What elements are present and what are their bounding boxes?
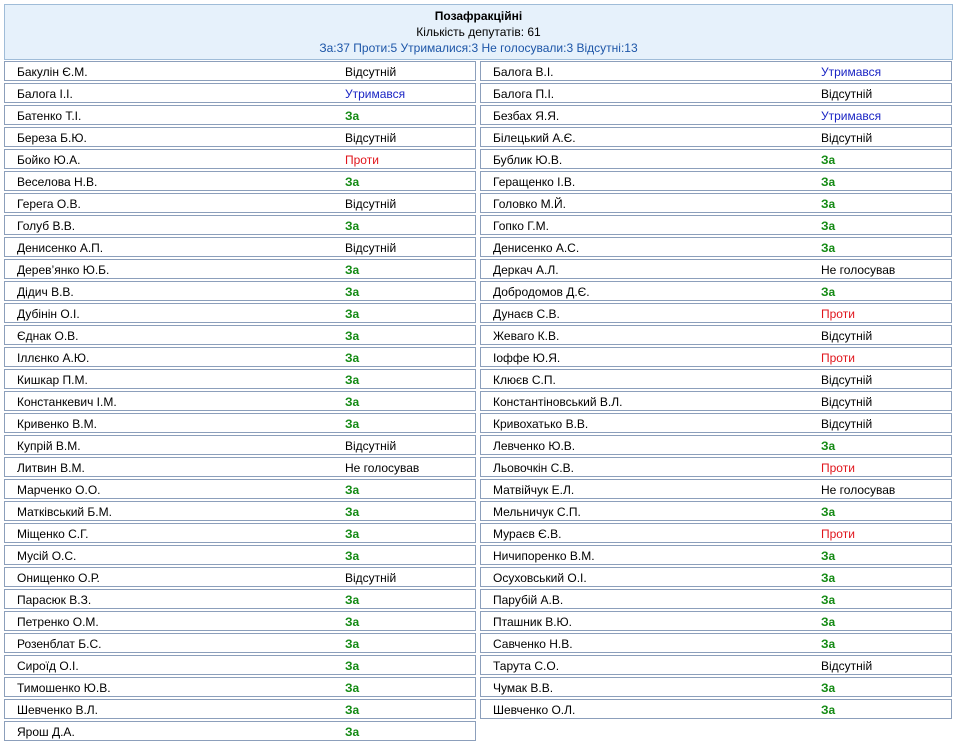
deputy-row — [4, 127, 476, 147]
deputy-name: Бублик Ю.В. — [493, 153, 563, 167]
deputy-name: Шевченко В.Л. — [17, 703, 98, 717]
deputy-row — [4, 303, 476, 323]
right-deputy-column — [480, 61, 952, 721]
deputy-name: Бакулін Є.М. — [17, 65, 88, 79]
deputy-row — [480, 611, 952, 631]
deputy-name: Єднак О.В. — [17, 329, 79, 343]
vote-result: За — [345, 637, 360, 651]
vote-result: За — [345, 285, 360, 299]
vote-result: Відсутній — [821, 131, 873, 145]
deputy-row — [4, 259, 476, 279]
deputy-row — [4, 83, 476, 103]
deputy-name: Жеваго К.В. — [493, 329, 560, 343]
deputy-name: Голуб В.В. — [17, 219, 76, 233]
deputy-row — [4, 281, 476, 301]
deputy-row — [4, 215, 476, 235]
deputy-name: Ничипоренко В.М. — [493, 549, 595, 563]
vote-result: За — [345, 373, 360, 387]
vote-result: Відсутній — [821, 373, 873, 387]
deputy-row — [4, 193, 476, 213]
deputy-row — [4, 655, 476, 675]
deputy-name: Білецький А.Є. — [493, 131, 576, 145]
deputy-row — [480, 325, 952, 345]
deputy-name: Кривенко В.М. — [17, 417, 97, 431]
deputy-row — [4, 479, 476, 499]
deputy-name: Парасюк В.З. — [17, 593, 92, 607]
deputy-name: Веселова Н.В. — [17, 175, 98, 189]
deputy-row — [4, 149, 476, 169]
deputy-row — [4, 413, 476, 433]
vote-result: Утримався — [821, 109, 882, 123]
vote-result: Відсутній — [345, 571, 397, 585]
deputy-name: Денисенко А.С. — [493, 241, 580, 255]
deputy-row — [4, 633, 476, 653]
deputy-name: Шевченко О.Л. — [493, 703, 576, 717]
vote-result: Відсутній — [345, 197, 397, 211]
deputy-name: Левченко Ю.В. — [493, 439, 576, 453]
deputy-row — [4, 567, 476, 587]
deputy-row — [4, 325, 476, 345]
deputy-row — [480, 347, 952, 367]
vote-result: Відсутній — [345, 439, 397, 453]
vote-result: За — [345, 263, 360, 277]
vote-result: За — [821, 285, 836, 299]
deputy-name: Іоффе Ю.Я. — [493, 351, 561, 365]
vote-result: За — [345, 417, 360, 431]
vote-result: За — [345, 483, 360, 497]
vote-result: Проти — [821, 307, 855, 321]
deputy-row — [480, 479, 952, 499]
deputy-name: Дерев’янко Ю.Б. — [17, 263, 110, 277]
vote-result: За — [345, 527, 360, 541]
vote-result: За — [821, 439, 836, 453]
vote-result: Проти — [821, 461, 855, 475]
deputy-row — [4, 699, 476, 719]
deputy-name: Береза Б.Ю. — [17, 131, 87, 145]
deputy-row — [480, 435, 952, 455]
left-deputy-column — [4, 61, 476, 743]
deputy-row — [480, 413, 952, 433]
vote-result: Проти — [821, 351, 855, 365]
deputy-row — [480, 171, 952, 191]
deputy-row — [4, 721, 476, 741]
deputy-row — [480, 127, 952, 147]
deputy-row — [4, 501, 476, 521]
deputy-name: Мусій О.С. — [17, 549, 77, 563]
vote-result: За — [345, 329, 360, 343]
deputy-name: Константіновський В.Л. — [493, 395, 623, 409]
vote-result: За — [821, 703, 836, 717]
deputy-row — [4, 105, 476, 125]
vote-result: За — [345, 395, 360, 409]
vote-result: За — [345, 593, 360, 607]
vote-result: За — [821, 637, 836, 651]
deputy-name: Парубій А.В. — [493, 593, 564, 607]
deputy-name: Ярош Д.А. — [17, 725, 75, 739]
deputy-row — [480, 699, 952, 719]
deputy-row — [480, 655, 952, 675]
deputy-name: Герега О.В. — [17, 197, 81, 211]
deputy-row — [480, 501, 952, 521]
deputy-name: Сироїд О.І. — [17, 659, 79, 673]
deputy-name: Тарута С.О. — [493, 659, 560, 673]
deputy-name: Балога В.І. — [493, 65, 554, 79]
vote-result: За — [821, 681, 836, 695]
vote-result: За — [821, 153, 836, 167]
deputy-name: Мельничук С.П. — [493, 505, 581, 519]
vote-result: За — [345, 659, 360, 673]
deputy-name: Безбах Я.Я. — [493, 109, 560, 123]
vote-result: За — [821, 175, 836, 189]
deputy-row — [4, 545, 476, 565]
deputy-name: Пташник В.Ю. — [493, 615, 572, 629]
deputies-count: Кількість депутатів: 61 — [416, 25, 541, 39]
deputy-row — [480, 457, 952, 477]
deputy-name: Геращенко І.В. — [493, 175, 576, 189]
deputy-row — [480, 523, 952, 543]
deputy-name: Бойко Ю.А. — [17, 153, 81, 167]
vote-result: За — [345, 109, 360, 123]
deputy-name: Льовочкін С.В. — [493, 461, 574, 475]
vote-result: Відсутній — [345, 131, 397, 145]
deputy-name: Матківський Б.М. — [17, 505, 112, 519]
deputy-name: Кривохатько В.В. — [493, 417, 589, 431]
vote-result: За — [345, 505, 360, 519]
vote-result: Проти — [821, 527, 855, 541]
vote-result: За — [821, 615, 836, 629]
deputy-name: Констанкевич І.М. — [17, 395, 117, 409]
deputy-name: Клюєв С.П. — [493, 373, 556, 387]
vote-result: Відсутній — [821, 417, 873, 431]
deputy-row — [480, 61, 952, 81]
deputy-row — [480, 303, 952, 323]
deputy-name: Купрій В.М. — [17, 439, 81, 453]
deputy-row — [4, 457, 476, 477]
vote-result: Не голосував — [821, 483, 896, 497]
deputy-row — [4, 677, 476, 697]
deputy-row — [4, 237, 476, 257]
deputy-name: Добродомов Д.Є. — [493, 285, 590, 299]
deputy-row — [480, 193, 952, 213]
deputy-row — [4, 589, 476, 609]
deputy-row — [4, 369, 476, 389]
deputy-name: Деркач А.Л. — [493, 263, 559, 277]
deputy-name: Балога П.І. — [493, 87, 555, 101]
deputy-row — [480, 677, 952, 697]
deputy-row — [480, 149, 952, 169]
deputy-row — [480, 633, 952, 653]
deputy-row — [480, 237, 952, 257]
faction-title: Позафракційні — [434, 9, 523, 23]
vote-result: За — [345, 175, 360, 189]
vote-result: За — [345, 681, 360, 695]
vote-result: За — [345, 219, 360, 233]
vote-result: За — [345, 615, 360, 629]
vote-result: Не голосував — [345, 461, 420, 475]
deputy-name: Мураєв Є.В. — [493, 527, 562, 541]
vote-summary: За:37 Проти:5 Утрималися:3 Не голосували:3 Відсутні:13 — [319, 41, 638, 55]
deputy-name: Тимошенко Ю.В. — [17, 681, 111, 695]
deputy-name: Матвійчук Е.Л. — [493, 483, 575, 497]
vote-result: За — [821, 197, 836, 211]
vote-result: За — [345, 549, 360, 563]
faction-header — [4, 4, 953, 60]
deputy-row — [480, 545, 952, 565]
deputy-row — [480, 83, 952, 103]
deputy-name: Чумак В.В. — [493, 681, 554, 695]
deputy-name: Батенко Т.І. — [17, 109, 82, 123]
deputy-name: Розенблат Б.С. — [17, 637, 102, 651]
vote-result: За — [821, 549, 836, 563]
vote-result: Відсутній — [821, 87, 873, 101]
deputy-row — [4, 347, 476, 367]
deputy-name: Балога І.І. — [17, 87, 73, 101]
deputy-name: Марченко О.О. — [17, 483, 101, 497]
deputy-name: Осуховський О.І. — [493, 571, 587, 585]
deputy-name: Головко М.Й. — [493, 197, 566, 211]
vote-result: Відсутній — [821, 395, 873, 409]
vote-result: За — [821, 219, 836, 233]
vote-result: За — [821, 505, 836, 519]
vote-result: Не голосував — [821, 263, 896, 277]
deputy-row — [4, 171, 476, 191]
deputy-name: Литвин В.М. — [17, 461, 85, 475]
vote-result: За — [345, 703, 360, 717]
deputy-row — [4, 523, 476, 543]
vote-result: За — [345, 307, 360, 321]
deputy-row — [480, 259, 952, 279]
deputy-row — [480, 567, 952, 587]
deputy-name: Денисенко А.П. — [17, 241, 104, 255]
deputy-row — [4, 391, 476, 411]
deputy-row — [480, 215, 952, 235]
deputy-name: Онищенко О.Р. — [17, 571, 100, 585]
deputy-row — [4, 611, 476, 631]
deputy-name: Дубінін О.І. — [17, 307, 80, 321]
vote-result: За — [821, 593, 836, 607]
deputy-row — [480, 105, 952, 125]
deputy-name: Савченко Н.В. — [493, 637, 573, 651]
deputy-name: Дідич В.В. — [17, 285, 74, 299]
deputy-row — [4, 435, 476, 455]
vote-result: Утримався — [345, 87, 406, 101]
vote-result: За — [821, 241, 836, 255]
deputy-row — [480, 589, 952, 609]
deputy-name: Іллєнко А.Ю. — [17, 351, 90, 365]
deputy-row — [480, 281, 952, 301]
deputy-name: Дунаєв С.В. — [493, 307, 560, 321]
vote-result: За — [821, 571, 836, 585]
vote-result: Утримався — [821, 65, 882, 79]
vote-result: Відсутній — [821, 659, 873, 673]
deputy-row — [480, 369, 952, 389]
deputy-name: Гопко Г.М. — [493, 219, 549, 233]
vote-result: Відсутній — [821, 329, 873, 343]
vote-result: Відсутній — [345, 241, 397, 255]
vote-result: Проти — [345, 153, 379, 167]
deputy-name: Петренко О.М. — [17, 615, 99, 629]
deputy-name: Кишкар П.М. — [17, 373, 88, 387]
deputy-name: Міщенко С.Г. — [17, 527, 89, 541]
vote-result: За — [345, 351, 360, 365]
deputy-row — [480, 391, 952, 411]
vote-result: За — [345, 725, 360, 739]
vote-result: Відсутній — [345, 65, 397, 79]
deputy-row — [4, 61, 476, 81]
